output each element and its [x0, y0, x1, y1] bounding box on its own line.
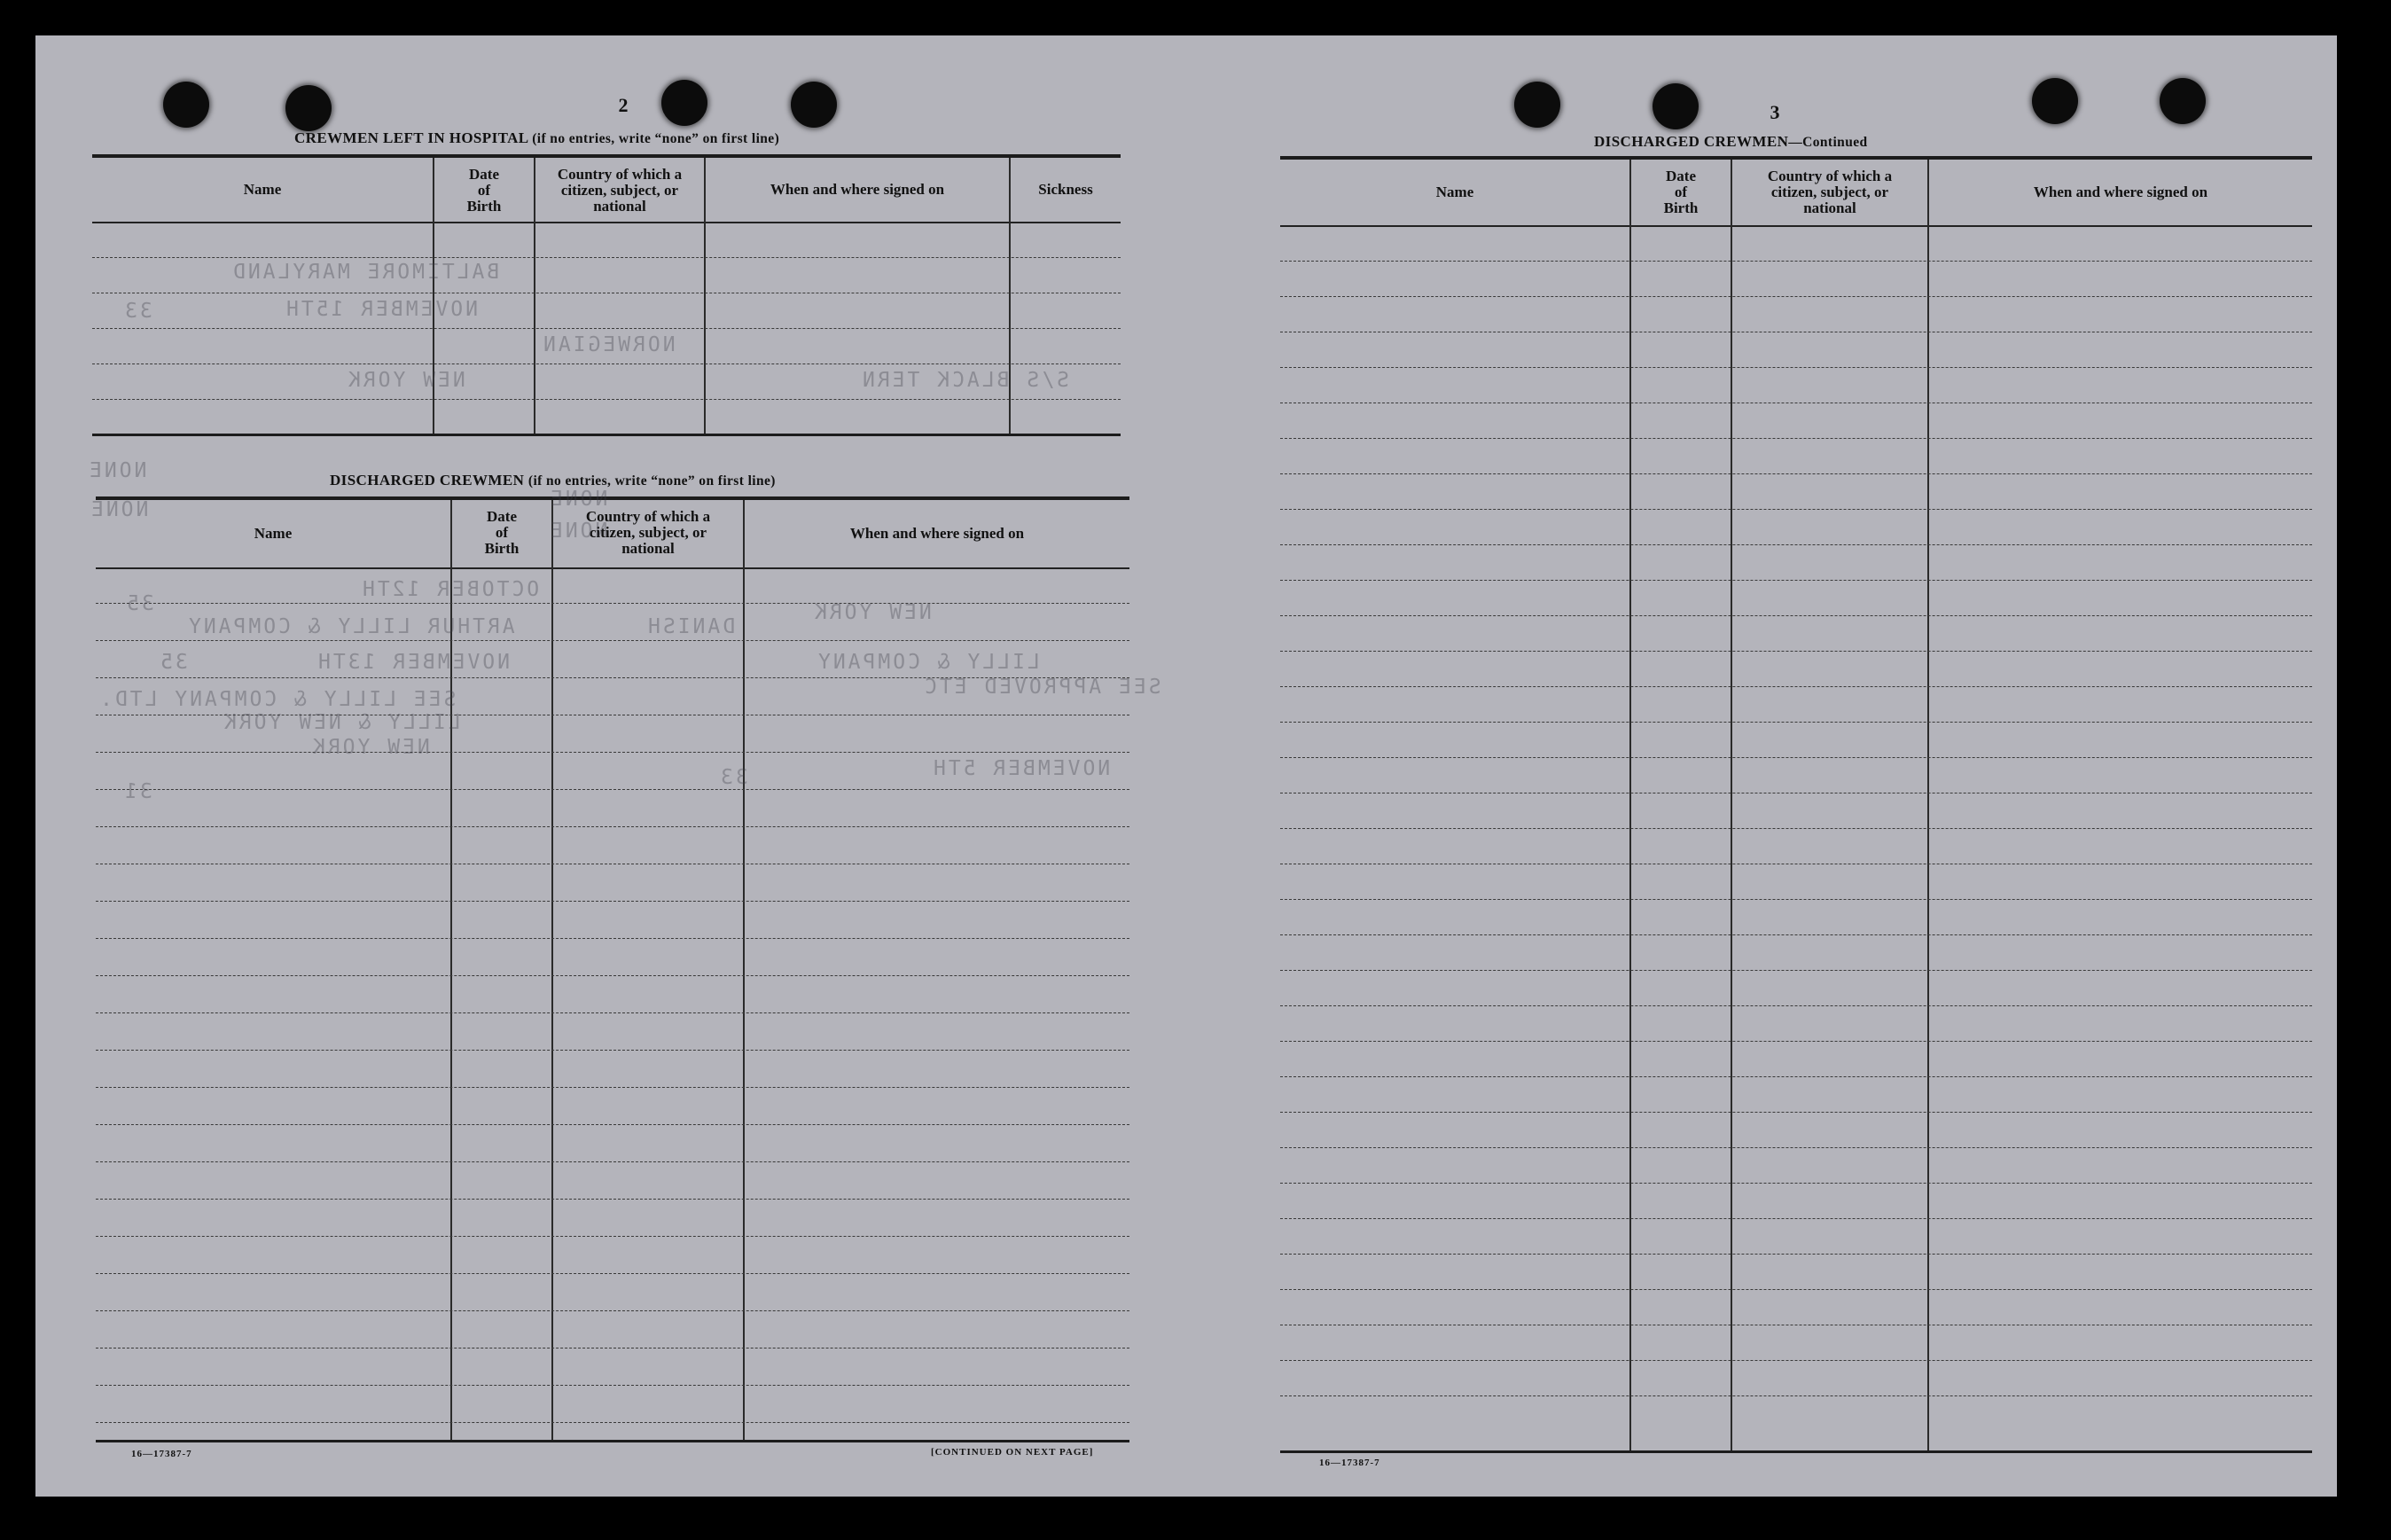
discharged-continued-table-header: [1280, 160, 2312, 227]
bleed-through-text: DANISH: [645, 615, 736, 638]
bleed-through-text: 35: [124, 592, 154, 615]
left-page: [35, 35, 1161, 1497]
hospital-title-text: CREWMEN LEFT IN HOSPITAL: [294, 129, 528, 146]
column-header-country: Country of which a citizen, subject, or national: [557, 166, 683, 215]
column-header-country: Country of which a citizen, subject, or national: [1767, 168, 1893, 216]
right-page: [1188, 35, 2337, 1497]
form-number: 16—17387-7: [1319, 1458, 1380, 1468]
hospital-title-note: (if no entries, write “none” on first line): [532, 131, 780, 146]
punch-hole-icon: [163, 82, 209, 128]
discharged-table: [96, 496, 1129, 1442]
punch-hole-icon: [1514, 82, 1560, 128]
bleed-through-text: NONE: [89, 498, 149, 521]
discharged-table-header: [96, 500, 1129, 569]
column-header-country: Country of which a citizen, subject, or national: [585, 508, 711, 557]
bleed-through-text: ARTHUR LILLY & COMPANY: [186, 615, 515, 638]
hospital-rows: [92, 223, 1121, 434]
bleed-through-text: OCTOBER 12TH: [360, 578, 540, 601]
page-number: 2: [618, 94, 629, 116]
bleed-through-text: BALTIMORE MARYLAND: [231, 261, 500, 284]
punch-hole-icon: [285, 85, 332, 131]
bleed-through-text: NONE: [87, 459, 147, 482]
punch-hole-icon: [2160, 78, 2206, 124]
hospital-table-header: [92, 158, 1121, 223]
bleed-through-text: NONE: [548, 520, 608, 543]
column-header-signed-on: When and where signed on: [770, 181, 945, 198]
form-number: 16—17387-7: [131, 1449, 192, 1459]
hospital-section-title: [294, 129, 779, 147]
bleed-through-text: SEE LILLY & COMPANY LTD.: [98, 688, 457, 711]
column-header-signed-on: When and where signed on: [2033, 184, 2208, 200]
column-header-date-of-birth: Date of Birth: [466, 166, 502, 215]
punch-hole-icon: [1653, 83, 1699, 129]
punch-hole-icon: [791, 82, 837, 128]
discharged-continued-title: [1594, 133, 1868, 151]
bleed-through-text: NEW YORK: [812, 601, 932, 624]
bleed-through-text: NOVEMBER 13TH: [316, 651, 511, 674]
bleed-through-text: 33: [718, 766, 748, 789]
discharged-continued-table: [1280, 156, 2312, 1453]
bleed-through-text: 35: [158, 651, 188, 674]
continued-label: —Continued: [1788, 135, 1868, 150]
continued-note: [CONTINUED ON NEXT PAGE]: [931, 1447, 1094, 1458]
column-header-name: Name: [1435, 184, 1474, 200]
bleed-through-text: LILLY & COMPANY: [816, 651, 1040, 674]
discharged-title-text: DISCHARGED CREWMEN: [330, 472, 525, 489]
punch-hole-icon: [661, 80, 707, 126]
discharged-continued-title-text: DISCHARGED CREWMEN: [1594, 133, 1789, 150]
bleed-through-text: 31: [122, 780, 152, 803]
discharged-section-title: [330, 472, 776, 489]
page-number: 3: [1770, 101, 1780, 123]
bleed-through-text: NONE: [548, 488, 608, 511]
bleed-through-text: LILLY & NEW YORK: [222, 711, 461, 734]
bleed-through-text: NORWEGIAN: [541, 333, 676, 356]
discharged-continued-rows: [1280, 227, 2312, 1450]
document-sheet: [35, 35, 2337, 1497]
punch-hole-icon: [2032, 78, 2078, 124]
column-header-name: Name: [243, 181, 282, 198]
column-header-signed-on: When and where signed on: [849, 525, 1025, 542]
hospital-table: [92, 154, 1121, 436]
bleed-through-text: NEW YORK: [346, 369, 465, 392]
bleed-through-text: S/S BLACK TERN: [860, 369, 1069, 392]
column-header-date-of-birth: Date of Birth: [1663, 168, 1699, 216]
bleed-through-text: SEE APPROVED ETC: [922, 676, 1161, 699]
bleed-through-text: NOVEMBER 15TH: [284, 298, 479, 321]
column-header-sickness: Sickness: [1038, 181, 1093, 198]
bleed-through-text: NOVEMBER 5TH: [931, 757, 1111, 780]
discharged-title-note: (if no entries, write “none” on first line): [527, 473, 776, 489]
column-header-date-of-birth: Date of Birth: [484, 508, 520, 557]
bleed-through-text: 33: [122, 300, 152, 323]
column-header-name: Name: [254, 525, 293, 542]
bleed-through-text: NEW YORK: [310, 736, 430, 759]
